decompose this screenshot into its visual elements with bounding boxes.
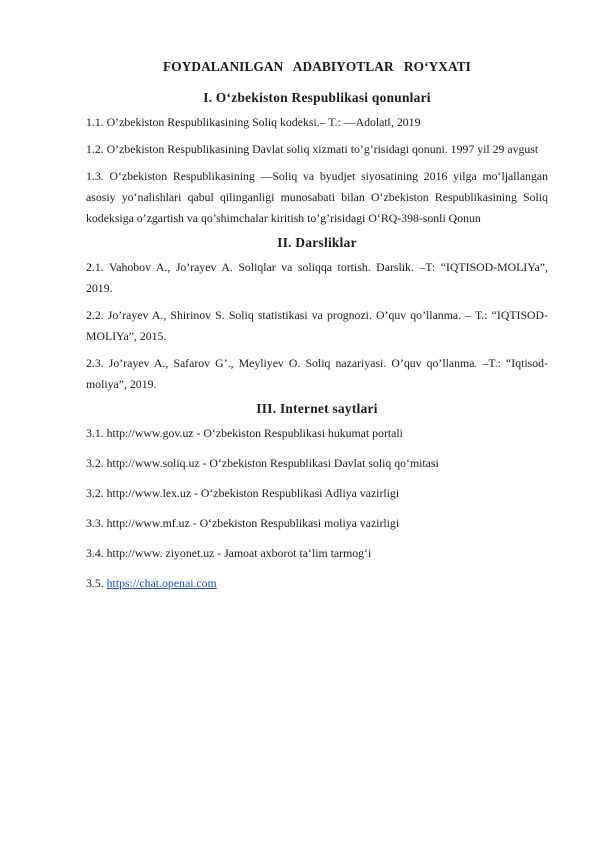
reference-entry: 3.1. http://www.gov.uz - O‘zbekiston Respublikasi hukumat portali <box>86 426 403 440</box>
reference-entry: 1.1. O’zbekiston Respublikasining Soliq kodeksi.– T.: ―Adolat‖, 2019 <box>86 115 421 129</box>
reference-entry: 2.2. Jo’rayev A., Shirinov S. Soliq statistikasi va prognozi. O’quv qo’llanma. – T.: “IQTISOD-MOLIYa”, 2015. <box>86 308 548 343</box>
reference-entry: 1.2. O’zbekiston Respublikasining Davlat soliq xizmati to’g’risidagi qonuni. 1997 yil 29 avgust <box>86 142 539 156</box>
reference-entry: 3.2. http://www.lex.uz - O‘zbekiston Respublikasi Adliya vazirligi <box>86 486 400 500</box>
section-heading-laws: I. O‘zbekiston Respublikasi qonunlari <box>203 90 431 105</box>
entry-number: 3.5. <box>86 576 107 590</box>
section-heading-textbooks: II. Darsliklar <box>277 235 357 250</box>
document-page <box>86 50 548 594</box>
reference-entry-link <box>86 573 548 594</box>
document-title: FOYDALANILGAN ADABIYOTLAR RO‘YXATI <box>163 59 471 74</box>
reference-entry: 2.3. Jo’rayev A., Safarov G’., Meyliyev O. Soliq nazariyasi. O’quv qo’llanma. –T.: “Iqtisod-moliya”, 2019. <box>86 356 548 391</box>
reference-entry: 2.1. Vahobov A., Jo’rayev A. Soliqlar va soliqqa tortish. Darslik. –T: “IQTISOD-MOLIYa”, 2019. <box>86 260 548 295</box>
chat-openai-link[interactable]: https://chat.openai.com <box>106 576 217 590</box>
section-heading-websites: III. Internet saytlari <box>256 401 378 416</box>
reference-entry: 3.4. http://www. ziyonet.uz - Jamoat axborot ta‘lim tarmog‘i <box>86 546 372 560</box>
reference-entry: 1.3. O‘zbekiston Respublikasining ―Soliq va byudjet siyosatining 2016 yilga mo‘ljallangan asosiy yo‘nalishlari qabul qilinganligi munosabati bilan O‘zbekiston Respublikasining Soliq kodeksiga o’zgartish va qo’shimchalar kiritish to’g’risidagi O‘RQ-398-sonli Qonun <box>86 169 548 225</box>
reference-entry: 3.3. http://www.mf.uz - O‘zbekiston Respublikasi moliya vazirligi <box>86 516 400 530</box>
reference-entry: 3.2. http://www.soliq.uz - O‘zbekiston Respublikasi Davlat soliq qo‘mitasi <box>86 456 439 470</box>
